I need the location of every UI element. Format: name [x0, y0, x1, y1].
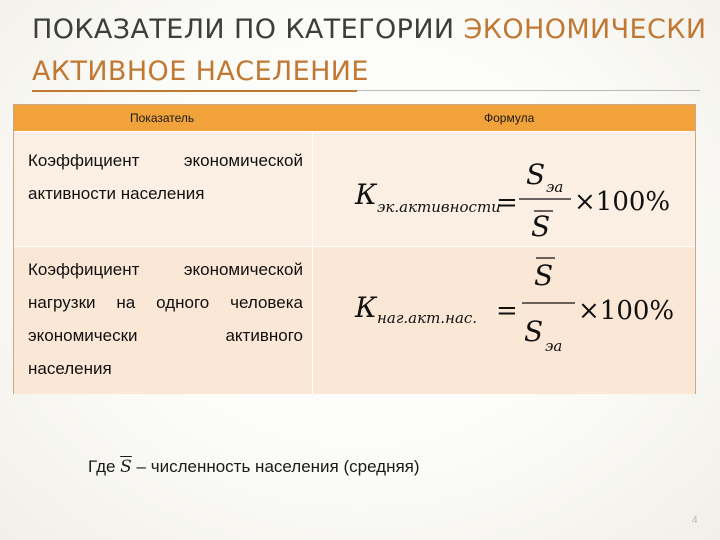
indicator-line [28, 253, 303, 286]
indicator-cell-activity [28, 144, 303, 210]
formula-times-100-percent: ×100% [574, 187, 671, 217]
indicator-word: человека [230, 293, 303, 312]
column-divider [312, 132, 313, 394]
table-row-load [14, 247, 695, 394]
footnote-prefix: Где [88, 457, 121, 476]
footnote-text: – численность населения (средняя) [131, 457, 420, 476]
formula-denominator-var: S [524, 315, 544, 348]
indicator-word: на [116, 293, 136, 312]
footnote-variable: $\overline{S}$ [120, 457, 132, 477]
indicator-line [28, 286, 303, 319]
formula-equals: = [496, 188, 518, 218]
indicator-line [28, 144, 303, 177]
indicator-word: активного [225, 326, 303, 345]
title-line-1 [32, 14, 706, 45]
title-line-1-accent: ЭКОНОМИЧЕСКИ [463, 14, 707, 45]
indicator-word: населения [28, 359, 112, 378]
indicator-word: одного [156, 293, 210, 312]
indicator-word: экономически [28, 326, 138, 345]
indicators-table [13, 104, 696, 394]
header-indicator: Показатель [130, 111, 195, 125]
formula-k-subscript: наг.акт.нас. [377, 309, 478, 327]
title-line-1-dark: ПОКАЗАТЕЛИ ПО КАТЕГОРИИ [32, 14, 464, 45]
formula-k-subscript: эк.активности [377, 198, 501, 216]
formula-k: К [355, 178, 377, 211]
formula-k: К [355, 291, 377, 324]
indicator-cell-load [28, 253, 303, 385]
table-header [14, 105, 695, 132]
indicator-word: нагрузки [28, 293, 96, 312]
indicator-line [28, 352, 303, 385]
indicator-line [28, 319, 303, 352]
indicator-word: Коэффициент [28, 260, 140, 279]
formula-denominator-var: S [531, 210, 551, 243]
formula-numerator-var: S [526, 158, 546, 191]
indicator-word: экономической [183, 151, 303, 170]
footnote [88, 457, 420, 477]
formula-equals: = [496, 296, 518, 326]
title-accent-underline [32, 90, 357, 92]
indicator-line [28, 177, 303, 210]
table-row-activity [14, 132, 695, 247]
formula-denominator-subscript: эа [545, 337, 563, 355]
formula-times-100-percent: ×100% [578, 296, 675, 326]
formula-activity [313, 132, 695, 246]
indicator-word: Коэффициент [28, 151, 140, 170]
header-formula: Формула [484, 111, 535, 125]
formula-numerator-var: S [534, 259, 554, 292]
page-number: 4 [692, 515, 698, 526]
formula-numerator-subscript: эа [546, 178, 564, 196]
title-line-2: АКТИВНОЕ НАСЕЛЕНИЕ [32, 56, 369, 87]
formula-load [313, 247, 695, 394]
indicator-word: активности населения [28, 184, 205, 203]
indicator-word: экономической [183, 260, 303, 279]
